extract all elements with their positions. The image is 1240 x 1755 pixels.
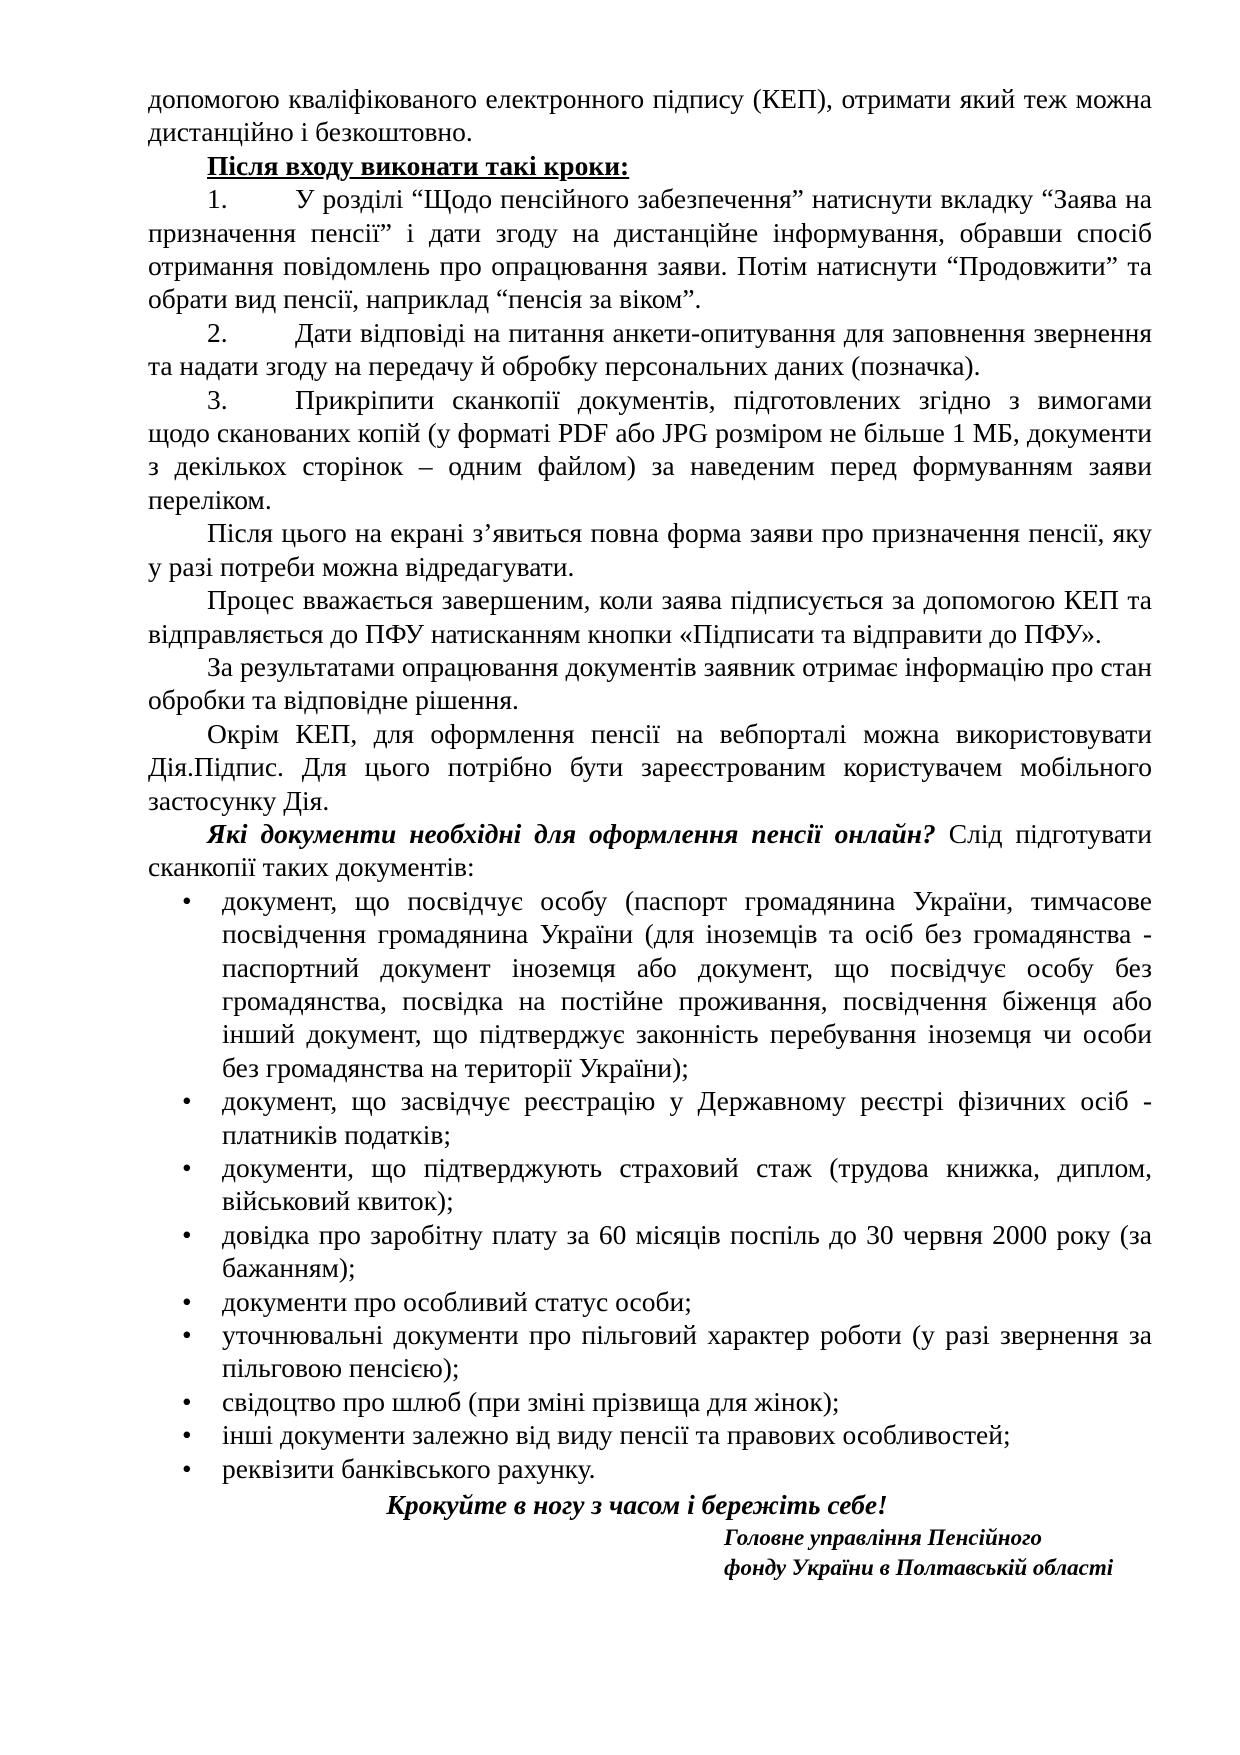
step-text: Дати відповіді на питання анкети-опитування для заповнення звернення та надати згоду на передачу й обробку персональних даних (позначка). bbox=[148, 316, 1152, 382]
step-text: У розділі “Щодо пенсійного забезпечення” натиснути вкладку “Заява на призначення пенсії” і дати згоду на дистанційне інформування, обравши спосіб отримання повідомлень про опрацювання заяви. Потім натиснути “Продовжити” та обрати вид пенсії, наприклад “пенсія за віком”. bbox=[148, 183, 1152, 315]
list-item-text: довідка про заробітну плату за 60 місяців поспіль до 30 червня 2000 року (за бажанням); bbox=[222, 1218, 1152, 1284]
step-number: 1. bbox=[207, 183, 228, 215]
list-item-text: свідоцтво про шлюб (при зміні прізвища для жінок); bbox=[222, 1385, 840, 1417]
list-item bbox=[182, 1452, 1152, 1485]
list-item-text: інші документи залежно від виду пенсії та правових особливостей; bbox=[222, 1419, 1011, 1451]
documents-intro-paragraph bbox=[148, 817, 1152, 884]
documents-question: Які документи необхідні для оформлення пенсії онлайн? bbox=[207, 817, 936, 849]
steps-list bbox=[148, 182, 1152, 516]
signature-block bbox=[724, 1523, 1152, 1583]
step-number: 2. bbox=[207, 316, 228, 348]
list-item bbox=[182, 1084, 1152, 1151]
step-item bbox=[148, 316, 1152, 383]
signature-line: Головне управління Пенсійного bbox=[724, 1525, 1043, 1551]
bullet-icon: • bbox=[182, 1285, 192, 1317]
step-number: 3. bbox=[207, 383, 228, 415]
bullet-icon: • bbox=[182, 1218, 192, 1250]
list-item-text: уточнювальні документи про пільговий характер роботи (у разі звернення за пільговою пенсією); bbox=[222, 1319, 1152, 1384]
body-paragraph: Процес вважається завершеним, коли заява підписується за допомогою КЕП та відправляється до ПФУ натисканням кнопки «Підписати та відправити до ПФУ». bbox=[148, 584, 1152, 649]
list-item bbox=[182, 884, 1152, 1084]
bullet-icon: • bbox=[182, 1085, 192, 1117]
body-paragraph: Окрім КЕП, для оформлення пенсії на вебпорталі можна використовувати Дія.Підпис. Для цього потрібно бути зареєстрованим користувачем мобільного застосунку Дія. bbox=[148, 717, 1152, 816]
list-item bbox=[182, 1318, 1152, 1385]
signature-line: фонду України в Полтавській області bbox=[724, 1555, 1114, 1581]
list-item bbox=[182, 1151, 1152, 1218]
list-item bbox=[182, 1385, 1152, 1418]
bullet-icon: • bbox=[182, 1319, 192, 1351]
document-body bbox=[148, 82, 1152, 1521]
bullet-icon: • bbox=[182, 1152, 192, 1183]
step-item bbox=[148, 182, 1152, 316]
intro-paragraph: допомогою кваліфікованого електронного підпису (КЕП), отримати який теж можна дистанційно і безкоштовно. bbox=[148, 83, 1152, 148]
bullet-icon: • bbox=[182, 1452, 192, 1484]
body-paragraph: За результатами опрацювання документів заявник отримає інформацію про стан обробки та відповідне рішення. bbox=[148, 650, 1152, 716]
closing-slogan: Крокуйте в ногу з часом і бережіть себе! bbox=[386, 1489, 888, 1521]
steps-heading: Після входу виконати такі кроки: bbox=[207, 149, 630, 181]
list-item-text: реквізити банківського рахунку. bbox=[222, 1452, 596, 1484]
list-item-text: документи, що підтверджують страховий стаж (трудова книжка, диплом, військовий квиток); bbox=[222, 1152, 1152, 1217]
list-item-text: документ, що засвідчує реєстрацію у Державному реєстрі фізичних осіб - платників податків; bbox=[222, 1085, 1152, 1150]
list-item-text: документ, що посвідчує особу (паспорт громадянина України, тимчасове посвідчення громадянина України (для іноземців та осіб без громадянства - паспортний документ іноземця або документ, що посвідчує особу без громадянства, посвідка на постійне проживання, посвідчення біженця або інший документ, що підтверджує законність перебування іноземця чи особи без громадянства на території України); bbox=[222, 884, 1152, 1083]
body-paragraph: Після цього на екрані з’явиться повна форма заяви про призначення пенсії, яку у разі потреби можна відредагувати. bbox=[148, 517, 1152, 582]
documents-list bbox=[148, 884, 1152, 1485]
bullet-icon: • bbox=[182, 1385, 192, 1417]
list-item bbox=[182, 1218, 1152, 1285]
list-item bbox=[182, 1285, 1152, 1318]
list-item bbox=[182, 1418, 1152, 1451]
bullet-icon: • bbox=[182, 884, 192, 916]
step-item bbox=[148, 383, 1152, 517]
list-item-text: документи про особливий статус особи; bbox=[222, 1285, 692, 1317]
documents-intro-text: Слід підготувати сканкопії таких документів: bbox=[148, 817, 1152, 883]
bullet-icon: • bbox=[182, 1419, 192, 1451]
step-text: Прикріпити сканкопії документів, підготовлених згідно з вимогами щодо сканованих копій (у форматі PDF або JPG розміром не більше 1 МБ, документи з декількох сторінок – одним файлом) за наведеним перед формуванням заяви переліком. bbox=[148, 383, 1152, 515]
